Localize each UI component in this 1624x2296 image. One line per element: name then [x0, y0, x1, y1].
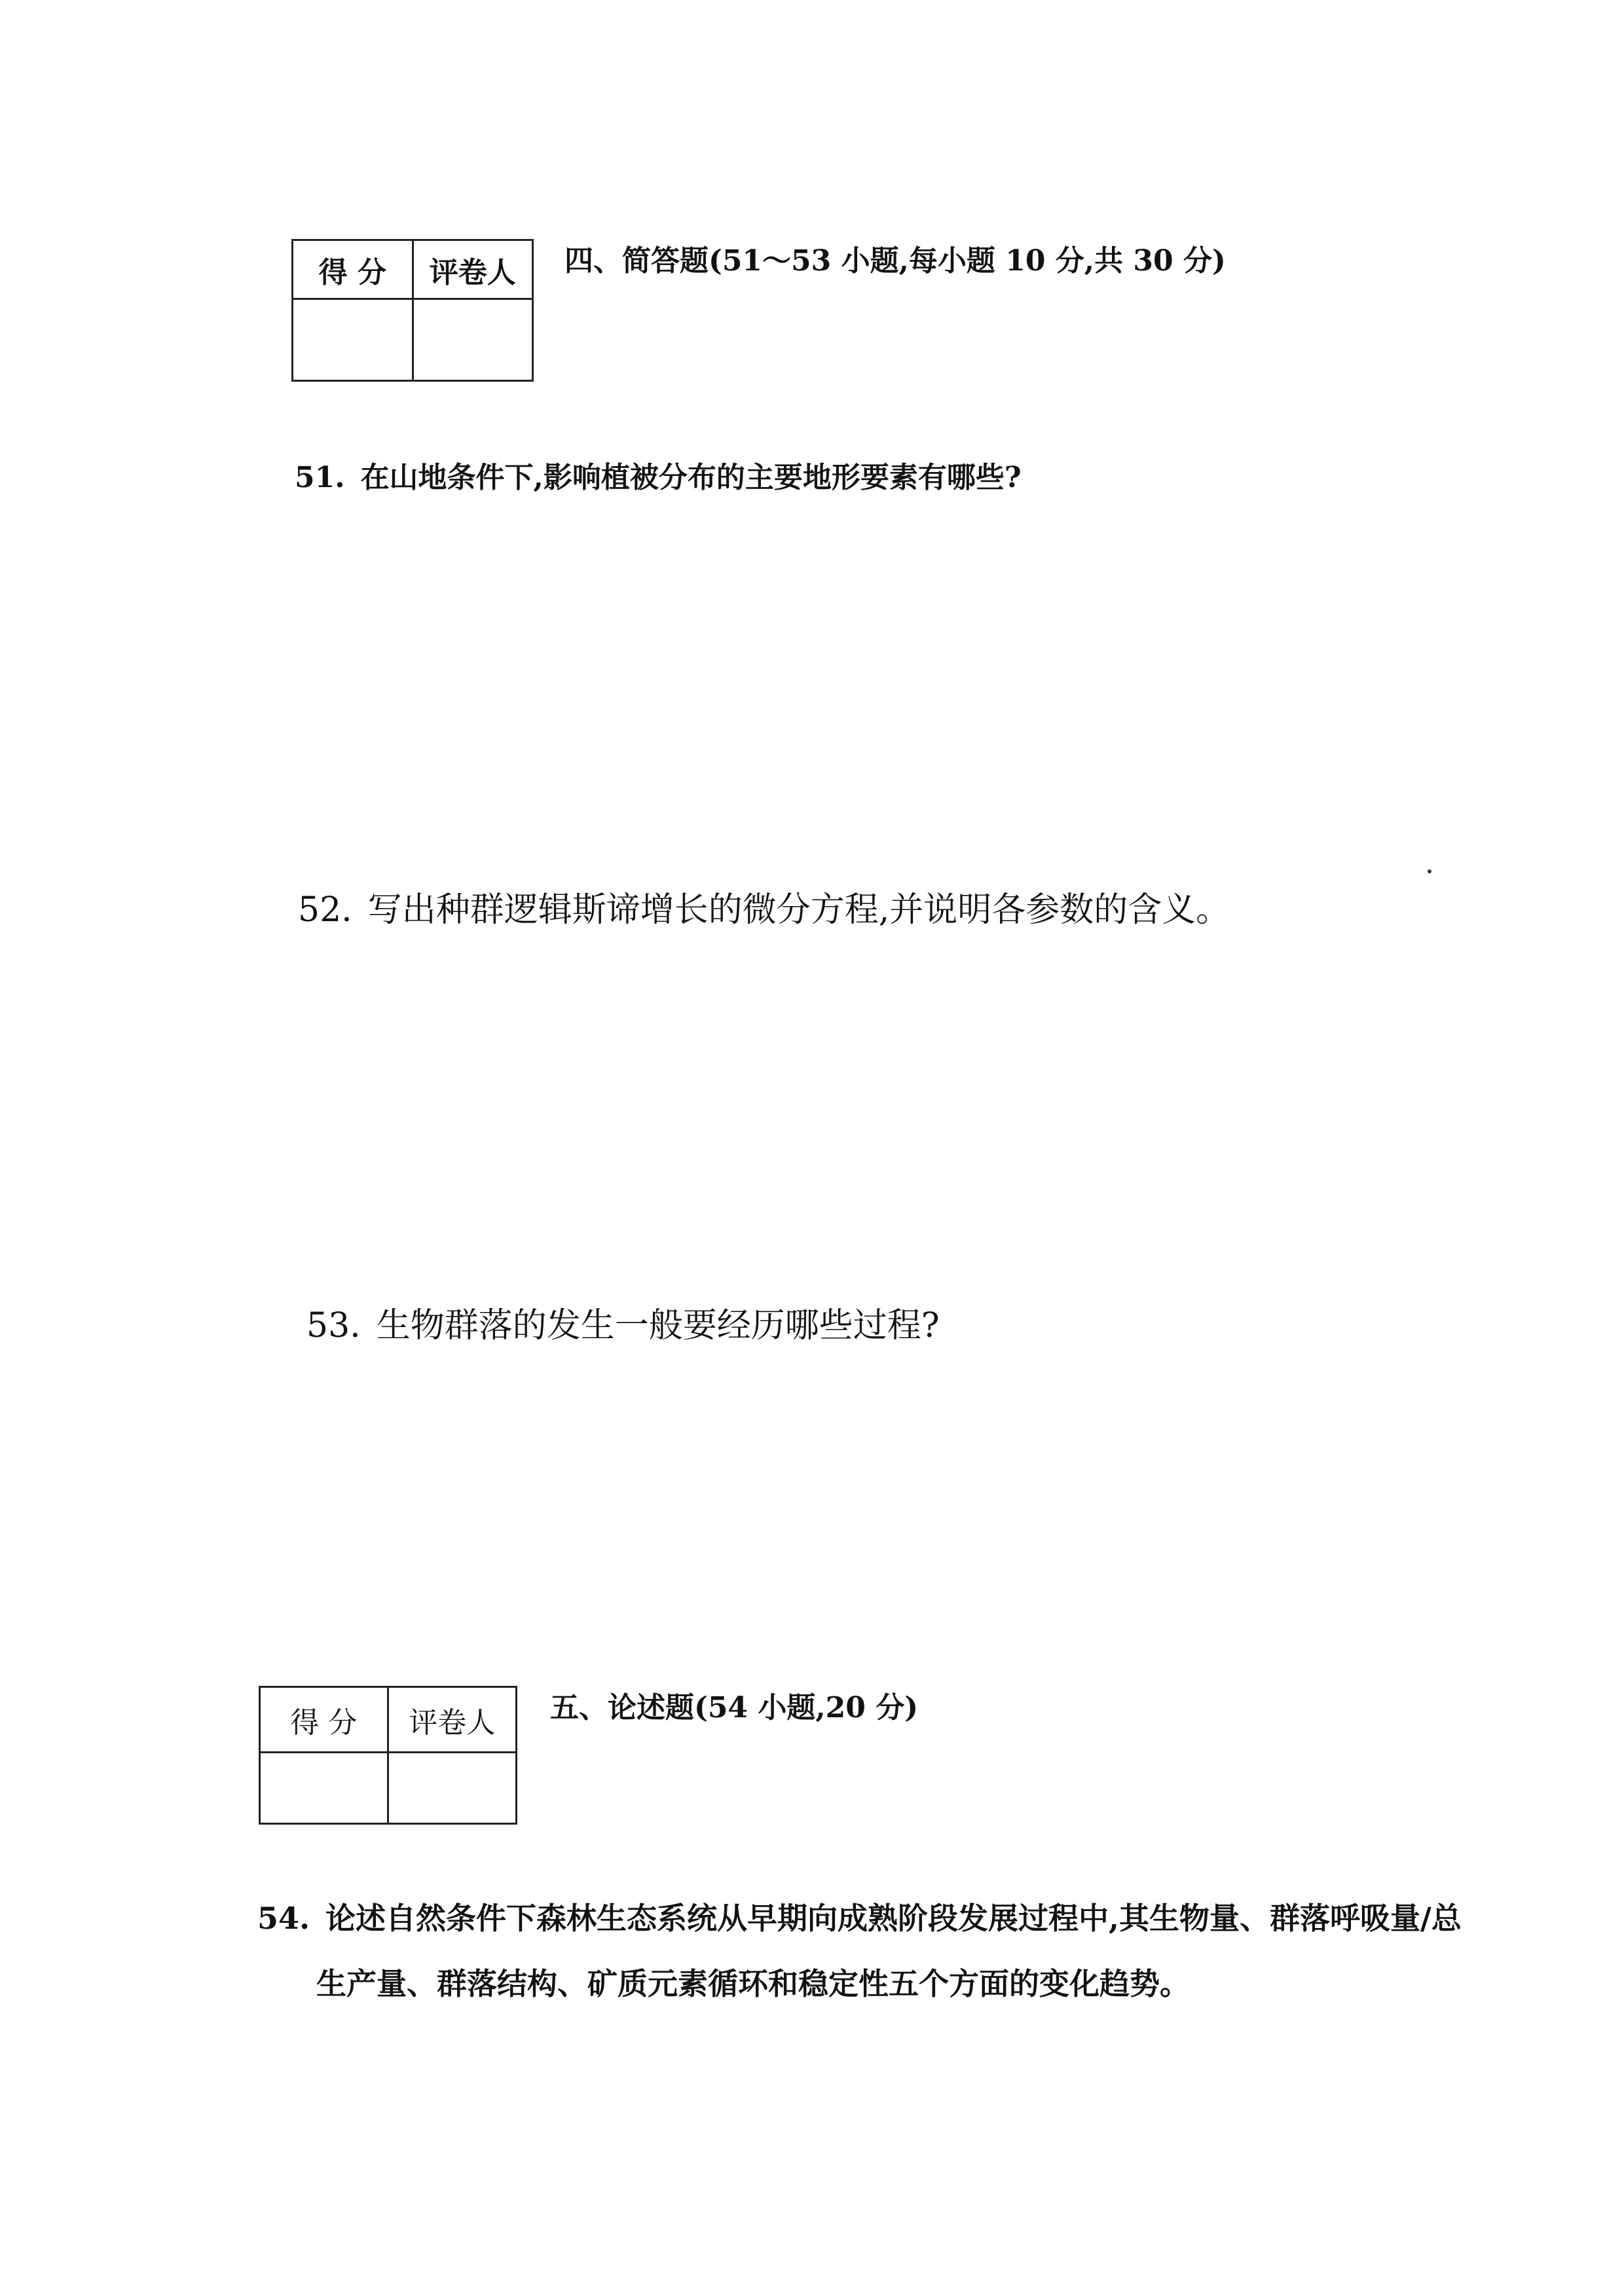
question-number: 52. [298, 890, 352, 930]
question-54-line1 [257, 1886, 1462, 1951]
score-label: 得 分 [293, 240, 413, 299]
question-number: 51. [295, 461, 345, 494]
question-text: 论述自然条件下森林生态系统从早期向成熟阶段发展过程中,其生物量、群落呼吸量/总 [325, 1901, 1462, 1936]
score-label: 得 分 [260, 1687, 388, 1753]
grader-label: 评卷人 [413, 240, 533, 299]
grader-label: 评卷人 [388, 1687, 517, 1753]
section5-heading: 五、论述题(54 小题,20 分) [550, 1691, 919, 1724]
score-cell[interactable] [260, 1753, 388, 1824]
question-54 [257, 1886, 1462, 2016]
score-box-section4 [291, 239, 534, 382]
question-text: 生物群落的发生一般要经历哪些过程? [376, 1306, 940, 1345]
question-52 [298, 877, 1230, 943]
question-number: 54. [257, 1901, 310, 1936]
scan-speck [1428, 869, 1431, 873]
question-54-line2: 生产量、群落结构、矿质元素循环和稳定性五个方面的变化趋势。 [316, 1966, 1190, 2001]
question-53 [306, 1293, 940, 1358]
question-number: 53. [306, 1306, 361, 1345]
question-text: 在山地条件下,影响植被分布的主要地形要素有哪些? [360, 461, 1022, 494]
question-51 [295, 445, 1022, 511]
grader-cell[interactable] [413, 299, 533, 381]
score-cell[interactable] [293, 299, 413, 381]
grader-cell[interactable] [388, 1753, 517, 1824]
section4-heading: 四、简答题(51～53 小题,每小题 10 分,共 30 分) [564, 244, 1226, 278]
question-text: 写出种群逻辑斯谛增长的微分方程,并说明各参数的含义。 [367, 890, 1230, 930]
score-box-section5 [259, 1686, 517, 1825]
